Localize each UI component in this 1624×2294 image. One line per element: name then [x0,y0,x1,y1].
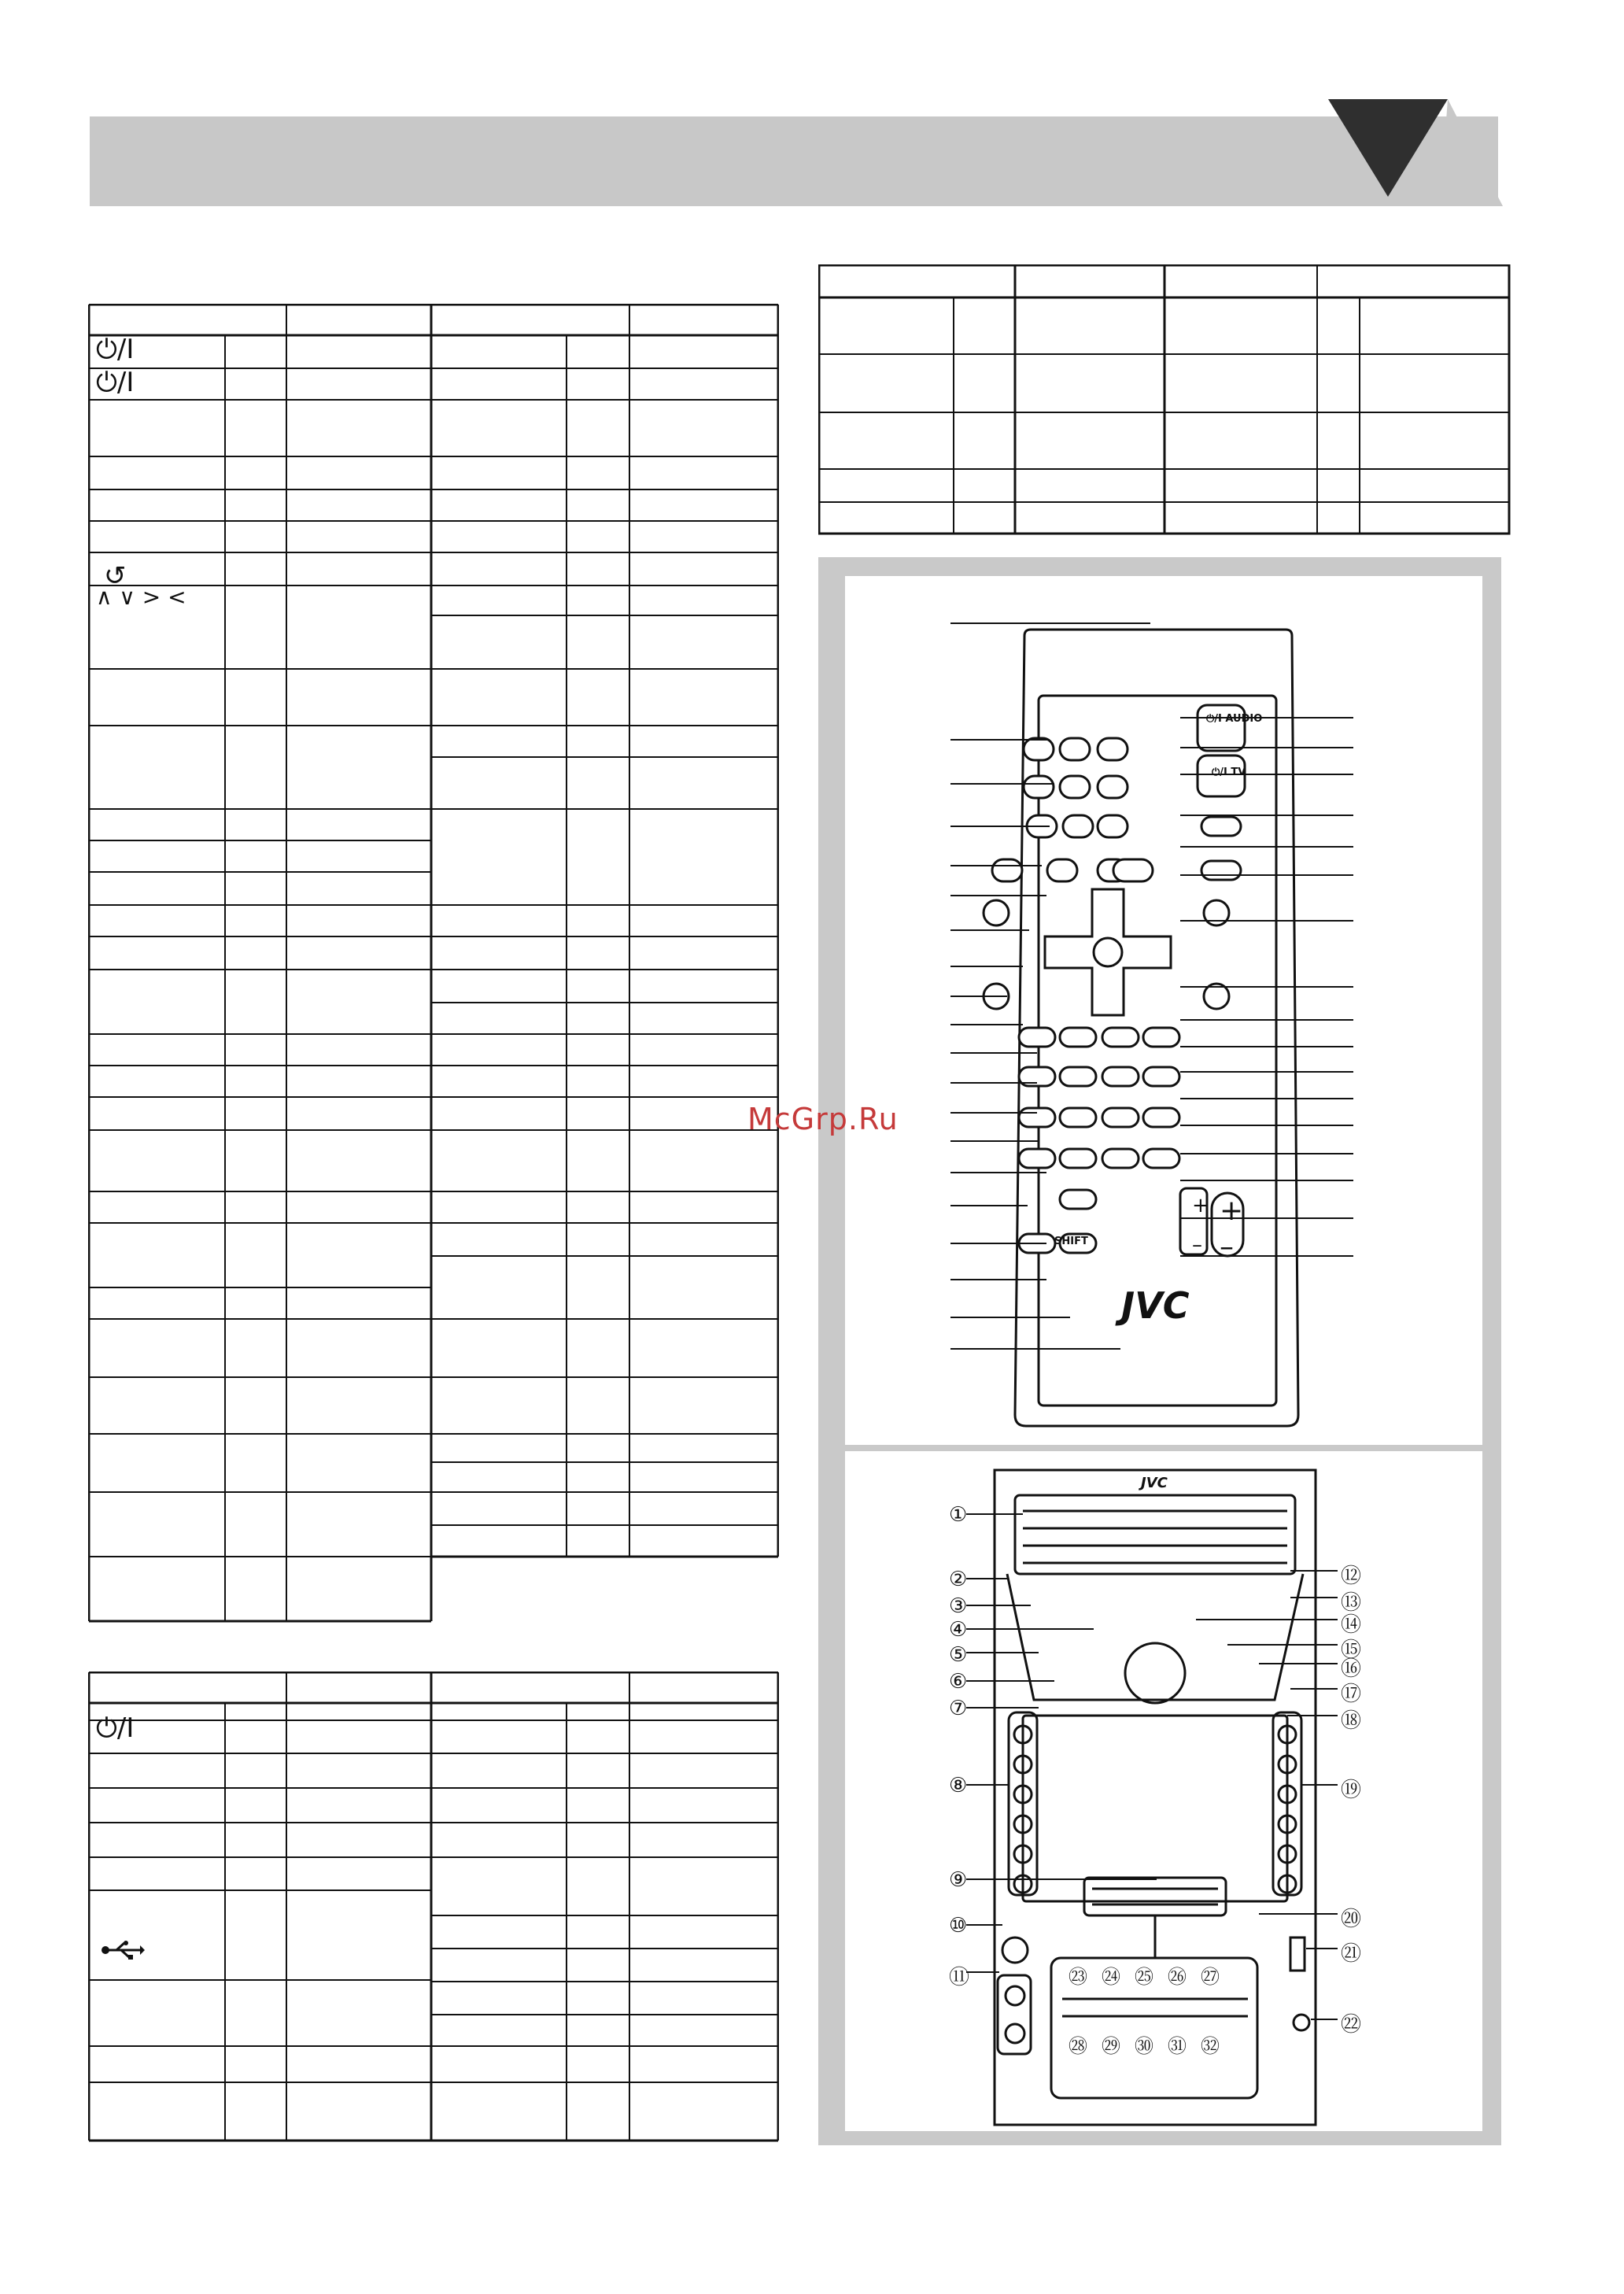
panel-callout-bottom-3: ㉚ [1135,2035,1153,2057]
svg-text:+: + [1220,1195,1244,1227]
unit-buttons-table [88,1672,779,2167]
unit-callout-11: ⑪ [949,1966,970,1989]
main-unit-drawing [818,1448,1501,2141]
unit-callout-17: ⑰ [1341,1683,1362,1706]
unit-callout-1: ① [949,1503,968,1527]
panel-callout-bottom-5: ㉜ [1201,2035,1220,2057]
standby-on-icon: ⏻/I [96,1712,135,1744]
unit-callout-5: ⑤ [949,1643,968,1667]
unit-callout-9: ⑨ [949,1868,968,1892]
unit-callout-15: ⑮ [1341,1638,1362,1662]
panel-callout-top-2: ㉔ [1102,1966,1120,1988]
remote-buttons-table [88,304,779,1626]
unit-callout-6: ⑥ [949,1670,968,1694]
section-header-bar [90,116,1498,206]
unit-callout-12: ⑫ [1341,1564,1362,1588]
panel-callout-top-1: ㉓ [1069,1966,1087,1988]
watermark-text: McGrp.Ru [747,1102,899,1136]
return-icon: ↺ [104,560,127,592]
remote-brand-logo: JVC [1121,1284,1190,1327]
panel-callout-bottom-2: ㉙ [1102,2035,1120,2057]
unit-brand-logo: JVC [1141,1475,1168,1491]
panel-callout-top-3: ㉕ [1135,1966,1153,1988]
unit-callout-19: ⑲ [1341,1779,1362,1802]
standby-on-icon: ⏻/I [96,367,135,398]
unit-callout-7: ⑦ [949,1697,968,1720]
panel-callout-bottom-4: ㉛ [1168,2035,1187,2057]
unit-callout-14: ⑭ [1341,1613,1362,1637]
unit-callout-13: ⑬ [1341,1591,1362,1615]
svg-text:–: – [1220,1231,1234,1263]
tv-power-label: ⏻/I TV [1212,767,1246,778]
audio-power-label: ⏻/I AUDIO [1206,713,1263,725]
unit-callout-20: ⑳ [1341,1908,1362,1931]
unit-callout-3: ③ [949,1594,968,1618]
unit-callout-2: ② [949,1568,968,1591]
panel-callout-top-4: ㉖ [1168,1966,1187,1988]
svg-text:–: – [1192,1233,1202,1257]
panel-callout-bottom-1: ㉘ [1069,2035,1087,2057]
unit-callout-22: ㉒ [1341,2013,1362,2037]
unit-callout-16: ⑯ [1341,1657,1362,1681]
panel-callout-top-5: ㉗ [1201,1966,1220,1988]
unit-callout-18: ⑱ [1341,1709,1362,1733]
unit-callout-10: ⑩ [949,1914,968,1938]
unit-callout-4: ④ [949,1618,968,1642]
shift-label: SHIFT [1054,1236,1088,1247]
svg-text:+: + [1192,1194,1209,1217]
section-marker-icon [1322,94,1503,212]
cursor-arrows-icon: ∧ ∨ > < [96,584,186,610]
tv-buttons-table [818,264,1511,538]
usb-icon [101,1941,145,1960]
unit-callout-21: ㉑ [1341,1942,1362,1966]
unit-callout-8: ⑧ [949,1774,968,1797]
standby-on-icon: ⏻/I [96,334,135,365]
